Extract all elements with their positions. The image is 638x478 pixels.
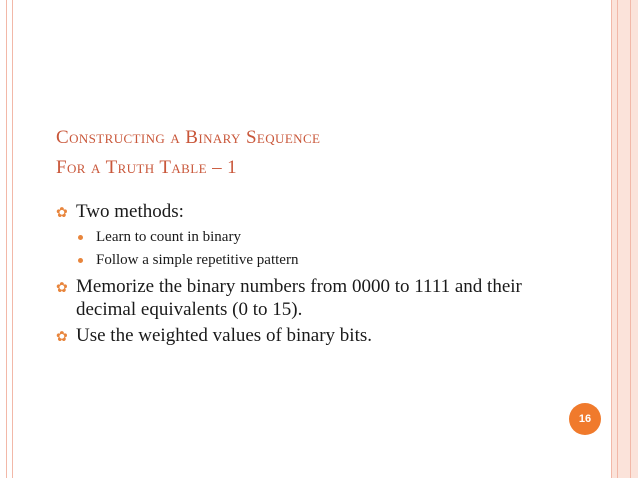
fleuron-icon: ✿: [56, 330, 68, 345]
sub-bullet-text: Learn to count in binary: [96, 229, 241, 245]
bullet-item: [56, 275, 586, 321]
bullet-text: Two methods:: [76, 201, 184, 222]
left-border-rule: [6, 0, 7, 478]
slide-title: [56, 123, 576, 183]
left-border-rule: [12, 0, 13, 478]
fleuron-icon: ✿: [56, 206, 68, 221]
right-decorative-band: [611, 0, 638, 478]
dot-icon: [78, 258, 83, 263]
sub-bullet-item: [56, 226, 586, 249]
sub-bullet-item: [56, 249, 586, 272]
title-line: For a Truth Table – 1: [56, 157, 238, 178]
bullet-item: [56, 200, 586, 223]
sub-bullet-text: Follow a simple repetitive pattern: [96, 252, 299, 268]
bullet-text: Memorize the binary numbers from 0000 to 1111 and their decimal equivalents (0 to 15).: [76, 276, 522, 320]
bullet-list: [56, 200, 586, 350]
sub-bullet-list: [56, 226, 586, 272]
bullet-item: [56, 324, 586, 347]
dot-icon: [78, 235, 83, 240]
bullet-text: Use the weighted values of binary bits.: [76, 325, 373, 346]
page-number-badge: 16: [569, 403, 601, 435]
fleuron-icon: ✿: [56, 281, 68, 296]
title-line: Constructing a Binary Sequence: [56, 127, 321, 148]
